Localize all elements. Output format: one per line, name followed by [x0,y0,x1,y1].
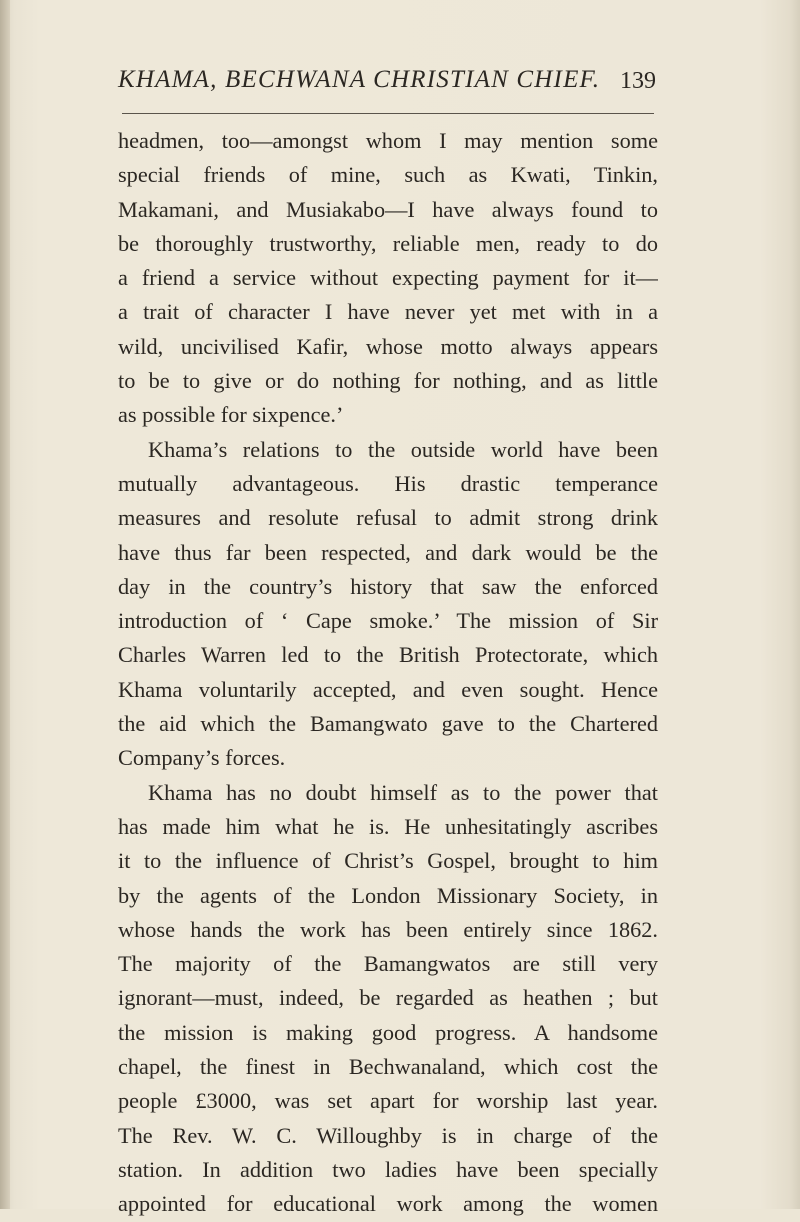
page-binding-edge [0,0,10,1209]
text-line: Makamani, and Musiakabo—I have always found to [118,196,658,222]
text-line: have thus far been respected, and dark would be the [118,539,658,565]
text-line: a trait of character I have never yet met with in a [118,299,658,325]
text-line: day in the country’s history that saw the enforced [118,573,658,599]
paragraph-first-line: Khama’s relations to the outside world have been [148,436,658,462]
text-line: it to the influence of Christ’s Gospel, brought to him [118,848,658,874]
text-line: by the agents of the London Missionary Society, in [118,882,658,908]
text-line: Khama voluntarily accepted, and even sought. Hence [118,676,658,702]
text-line: a friend a service without expecting payment for it— [118,265,658,291]
text-line: people £3000, was set apart for worship last year. [118,1088,658,1114]
text-line: Company’s forces. [118,745,286,771]
paragraph-first-line: Khama has no doubt himself as to the power that [148,779,658,805]
text-line: appointed for educational work among the women [118,1191,658,1217]
text-line: the aid which the Bamangwato gave to the Chartered [118,711,658,737]
text-line: as possible for sixpence.’ [118,402,344,428]
text-line: The majority of the Bamangwatos are still very [118,951,658,977]
text-line: ignorant—must, indeed, be regarded as heathen ; but [118,985,658,1011]
text-line: measures and resolute refusal to admit strong drink [118,505,658,531]
header-rule [122,113,654,114]
text-line: whose hands the work has been entirely since 1862. [118,916,658,942]
text-line: Charles Warren led to the British Protectorate, which [118,642,658,668]
text-line: introduction of ‘ Cape smoke.’ The mission of Sir [118,608,658,634]
running-title: KHAMA, BECHWANA CHRISTIAN CHIEF. [118,66,601,93]
text-line: mutually advantageous. His drastic temperance [118,470,658,496]
text-line: special friends of mine, such as Kwati, Tinkin, [118,162,658,188]
text-line: The Rev. W. C. Willoughby is in charge of the [118,1122,658,1148]
text-line: headmen, too—amongst whom I may mention some [118,128,658,153]
text-line: chapel, the finest in Bechwanaland, which cost the [118,1054,658,1080]
text-line: wild, uncivilised Kafir, whose motto always appears [118,333,658,359]
text-line: has made him what he is. He unhesitatingly ascribes [118,813,658,839]
body-text [118,124,658,1222]
text-line: station. In addition two ladies have been specially [118,1156,658,1182]
running-head [118,66,658,106]
page-number: 139 [620,68,656,94]
text-line: be thoroughly trustworthy, reliable men, ready to do [118,230,658,256]
text-line: to be to give or do nothing for nothing, and as little [118,368,658,394]
text-line: the mission is making good progress. A handsome [118,1019,658,1045]
